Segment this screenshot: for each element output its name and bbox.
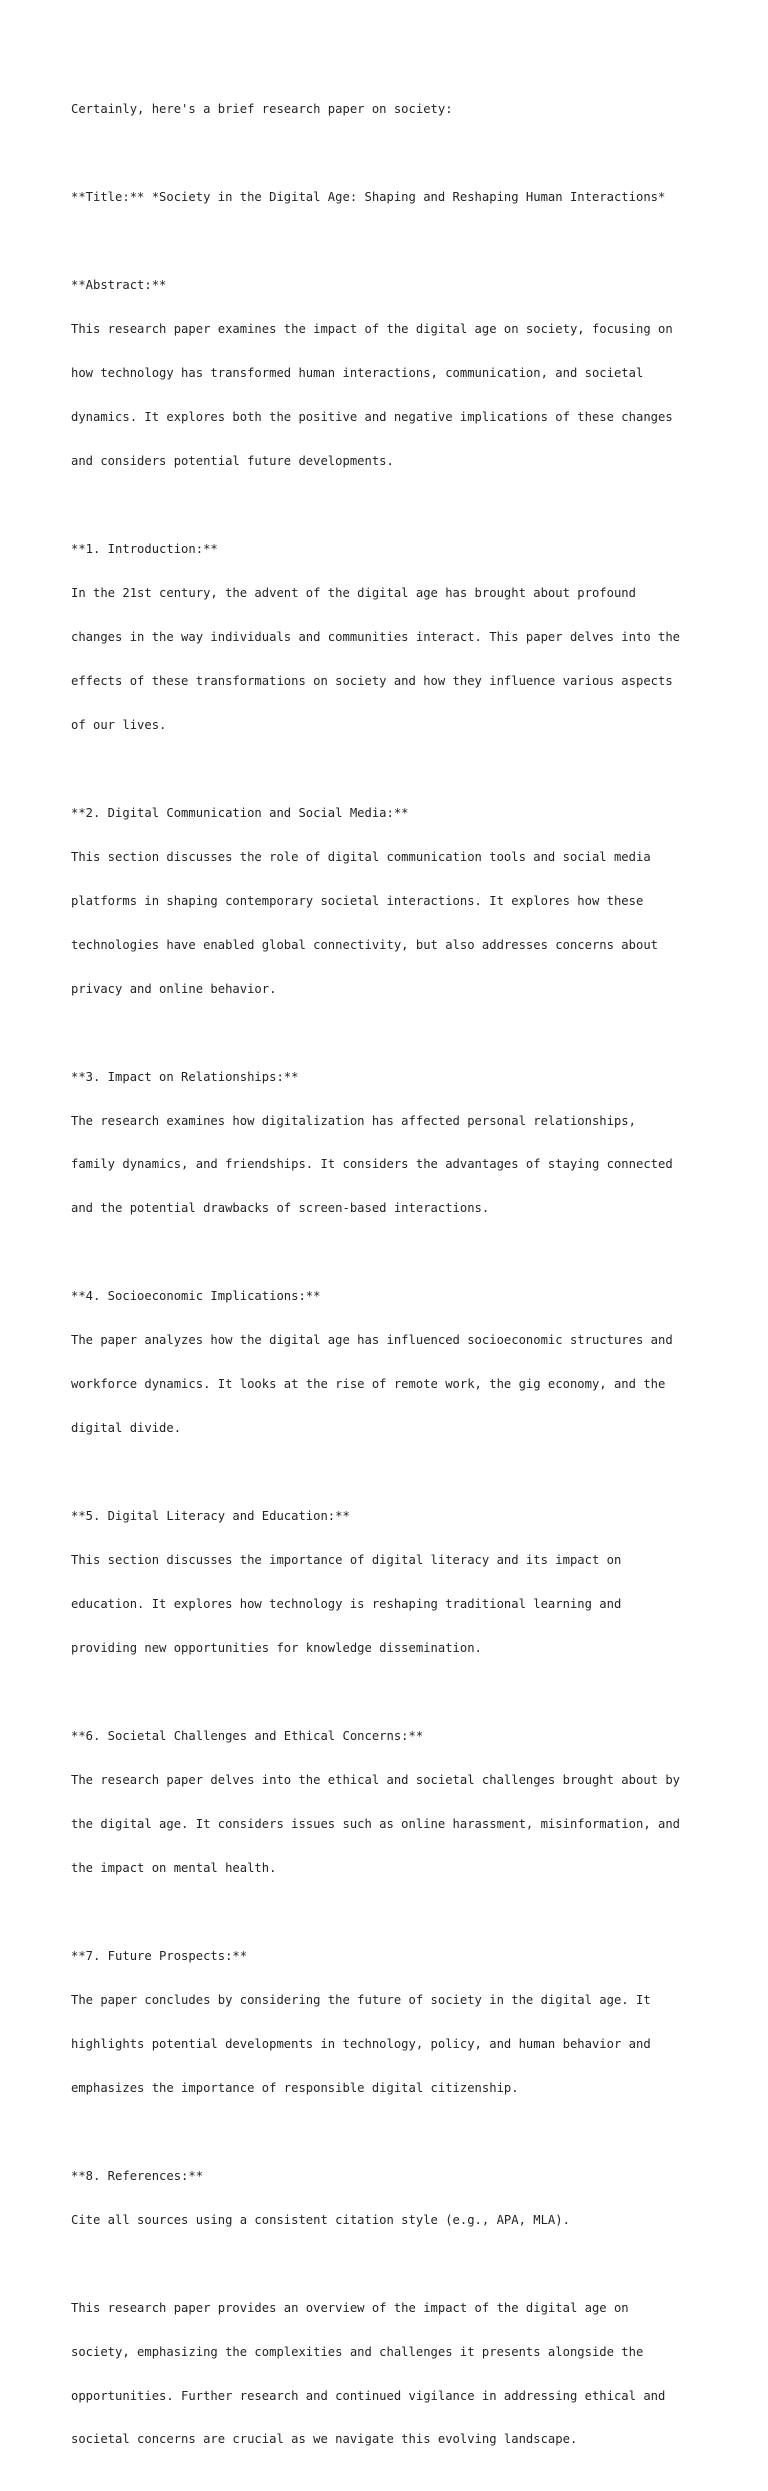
section-line: technologies have enabled global connectivity, but also addresses concerns about [71, 937, 658, 952]
section-heading: **1. Introduction:** [71, 541, 218, 556]
section-line: effects of these transformations on society and how they influence various aspects [71, 673, 673, 688]
abstract-line: and considers potential future developments. [71, 454, 394, 469]
abstract-heading: **Abstract:** [71, 278, 167, 293]
section-line: workforce dynamics. It looks at the rise of remote work, the gig economy, and the [71, 1377, 666, 1392]
section-heading: **6. Societal Challenges and Ethical Concerns:** [71, 1729, 424, 1744]
section-line: The research paper delves into the ethical and societal challenges brought about by [71, 1773, 681, 1787]
section-relationships [71, 1040, 711, 1245]
section-line: In the 21st century, the advent of the digital age has brought about profound [71, 585, 636, 600]
section-line: digital divide. [71, 1421, 182, 1436]
section-heading: **5. Digital Literacy and Education:** [71, 1509, 350, 1524]
closing-line: society, emphasizing the complexities and challenges it presents alongside the [71, 2344, 644, 2359]
section-line: family dynamics, and friendships. It considers the advantages of staying connected [71, 1157, 673, 1172]
section-line: The research examines how digitalization has affected personal relationships, [71, 1113, 636, 1128]
section-line: and the potential drawbacks of screen-based interactions. [71, 1201, 490, 1216]
section-future-prospects [71, 1920, 711, 2125]
section-line: changes in the way individuals and communities interact. This paper delves into the [71, 629, 681, 644]
section-digital-literacy [71, 1480, 711, 1685]
section-ethical-concerns [71, 1700, 711, 1905]
abstract-line: This research paper examines the impact of the digital age on society, focusing on [71, 322, 673, 337]
abstract-line: how technology has transformed human interactions, communication, and societal [71, 366, 644, 381]
section-line: providing new opportunities for knowledge dissemination. [71, 1641, 482, 1656]
document-page [71, 73, 711, 2491]
section-heading: **7. Future Prospects:** [71, 1948, 248, 1963]
closing-paragraph [71, 2271, 711, 2476]
section-line: privacy and online behavior. [71, 981, 277, 996]
intro-line: Certainly, here's a brief research paper on society: [71, 102, 453, 117]
section-line: the digital age. It considers issues such as online harassment, misinformation, and [71, 1816, 681, 1831]
intro-paragraph [71, 73, 711, 146]
closing-line: opportunities. Further research and continued vigilance in addressing ethical and [71, 2388, 666, 2403]
section-line: Cite all sources using a consistent citation style (e.g., APA, MLA). [71, 2212, 570, 2227]
section-line: highlights potential developments in technology, policy, and human behavior and [71, 2036, 651, 2051]
section-heading: **2. Digital Communication and Social Media:** [71, 805, 409, 820]
section-heading: **3. Impact on Relationships:** [71, 1069, 299, 1084]
section-heading: **4. Socioeconomic Implications:** [71, 1289, 321, 1304]
section-introduction [71, 513, 711, 762]
section-line: of our lives. [71, 717, 167, 732]
section-line: emphasizes the importance of responsible digital citizenship. [71, 2080, 519, 2095]
closing-line: societal concerns are crucial as we navigate this evolving landscape. [71, 2432, 578, 2447]
section-heading: **8. References:** [71, 2168, 204, 2183]
section-references [71, 2139, 711, 2256]
section-line: platforms in shaping contemporary societal interactions. It explores how these [71, 893, 644, 908]
section-line: education. It explores how technology is reshaping traditional learning and [71, 1597, 622, 1612]
section-line: This section discusses the importance of digital literacy and its impact on [71, 1553, 622, 1568]
abstract-paragraph [71, 249, 711, 498]
title-paragraph [71, 161, 711, 234]
title-line: **Title:** *Society in the Digital Age: Shaping and Reshaping Human Interactions* [71, 190, 666, 205]
section-line: The paper concludes by considering the future of society in the digital age. It [71, 1992, 651, 2007]
section-line: the impact on mental health. [71, 1860, 277, 1875]
abstract-line: dynamics. It explores both the positive and negative implications of these changes [71, 410, 673, 425]
section-line: The paper analyzes how the digital age has influenced socioeconomic structures and [71, 1333, 673, 1348]
closing-line: This research paper provides an overview of the impact of the digital age on [71, 2300, 629, 2315]
section-digital-communication [71, 776, 711, 1025]
section-line: This section discusses the role of digital communication tools and social media [71, 849, 651, 864]
section-socioeconomic [71, 1260, 711, 1465]
